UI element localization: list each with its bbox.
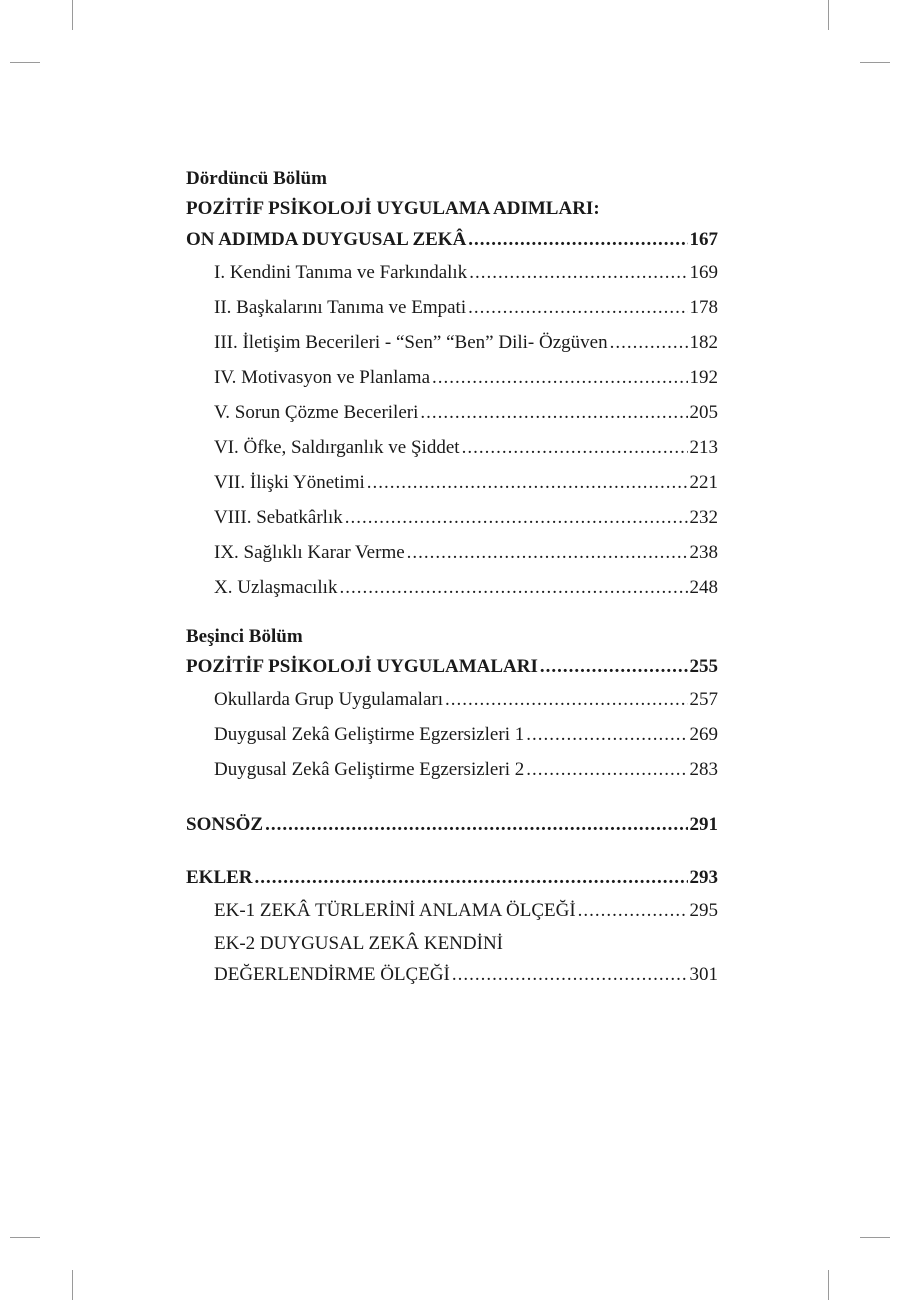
dot-leader: [462, 430, 688, 465]
toc-entry[interactable]: [186, 570, 718, 605]
toc-entry[interactable]: [186, 255, 718, 290]
toc-page-number: 178: [689, 297, 718, 318]
chapter-title: POZİTİF PSİKOLOJİ UYGULAMA ADIMLARI:: [186, 198, 600, 219]
toc-entry[interactable]: [186, 465, 718, 500]
toc-entry-text: V. Sorun Çözme Becerileri: [214, 402, 419, 423]
toc-page-number: 213: [689, 437, 718, 458]
toc-entry-text: Duygusal Zekâ Geliştirme Egzersizleri 2: [214, 759, 525, 780]
dot-leader: [526, 752, 687, 787]
toc-entry-text: SONSÖZ: [186, 814, 264, 835]
toc-entry[interactable]: [186, 752, 718, 787]
dot-leader: [452, 959, 688, 990]
toc-entry-chapter[interactable]: [186, 224, 718, 255]
toc-entry[interactable]: [186, 500, 718, 535]
chapter-label: Dördüncü Bölüm: [186, 168, 327, 189]
toc-entry-text: II. Başkalarını Tanıma ve Empati: [214, 297, 467, 318]
toc-entry-text: EKLER: [186, 867, 253, 888]
toc-page-number: 192: [689, 367, 718, 388]
toc-page-number: 269: [689, 724, 718, 745]
dot-leader: [255, 862, 688, 893]
toc-entry-text: DEĞERLENDİRME ÖLÇEĞİ: [214, 964, 450, 985]
crop-mark: [860, 62, 890, 63]
toc-entry-text: VII. İlişki Yönetimi: [214, 472, 365, 493]
toc-entry-text: EK-1 ZEKÂ TÜRLERİNİ ANLAMA ÖLÇEĞİ: [214, 900, 576, 921]
toc-entry[interactable]: [186, 395, 718, 430]
dot-leader: [265, 809, 687, 840]
dot-leader: [610, 325, 688, 360]
chapter-label: Beşinci Bölüm: [186, 626, 303, 647]
toc-page-number: 182: [689, 332, 718, 353]
toc-page-number: 257: [689, 689, 718, 710]
toc-entry-text: Okullarda Grup Uygulamaları: [214, 689, 443, 710]
toc-page-number: 301: [689, 964, 718, 985]
crop-mark: [828, 1270, 829, 1300]
toc-entry-text: X. Uzlaşmacılık: [214, 577, 338, 598]
toc-page-number: 205: [689, 402, 718, 423]
toc-entry-chapter[interactable]: [186, 651, 718, 682]
toc-entry-text: VIII. Sebatkârlık: [214, 507, 343, 528]
dot-leader: [339, 570, 687, 605]
toc-entry-text: POZİTİF PSİKOLOJİ UYGULAMALARI: [186, 656, 538, 677]
dot-leader: [469, 255, 687, 290]
toc-page-number: 248: [689, 577, 718, 598]
dot-leader: [432, 360, 687, 395]
toc-page-number: 221: [689, 472, 718, 493]
toc-entry[interactable]: [186, 325, 718, 360]
crop-mark: [10, 62, 40, 63]
table-of-contents: [186, 165, 718, 990]
toc-page-number: 295: [689, 900, 718, 921]
toc-entry[interactable]: [186, 717, 718, 752]
crop-mark: [72, 1270, 73, 1300]
toc-entry[interactable]: [186, 360, 718, 395]
toc-page-number: 283: [689, 759, 718, 780]
toc-entry-appendices[interactable]: [186, 862, 718, 893]
toc-entry-text: III. İletişim Becerileri - “Sen” “Ben” Dili- Özgüven: [214, 332, 608, 353]
toc-page-number: 232: [689, 507, 718, 528]
toc-entry-text: VI. Öfke, Saldırganlık ve Şiddet: [214, 437, 460, 458]
toc-page-number: 167: [689, 229, 718, 250]
toc-entry-text: ON ADIMDA DUYGUSAL ZEKÂ: [186, 229, 467, 250]
dot-leader: [526, 717, 687, 752]
crop-mark: [828, 0, 829, 30]
toc-entry[interactable]: [186, 959, 718, 990]
toc-page-number: 291: [689, 814, 718, 835]
toc-entry-text-line: EK-2 DUYGUSAL ZEKÂ KENDİNİ: [214, 933, 503, 954]
toc-page-number: 169: [689, 262, 718, 283]
dot-leader: [540, 651, 688, 682]
dot-leader: [468, 290, 687, 325]
toc-page-number: 255: [689, 656, 718, 677]
toc-entry[interactable]: [186, 430, 718, 465]
crop-mark: [10, 1237, 40, 1238]
dot-leader: [420, 395, 687, 430]
toc-entry[interactable]: [186, 290, 718, 325]
toc-page-number: 293: [689, 867, 718, 888]
toc-entry-afterword[interactable]: [186, 809, 718, 840]
dot-leader: [578, 893, 688, 928]
crop-mark: [860, 1237, 890, 1238]
dot-leader: [445, 682, 688, 717]
toc-entry-text: IV. Motivasyon ve Planlama: [214, 367, 431, 388]
toc-entry-text: IX. Sağlıklı Karar Verme: [214, 542, 405, 563]
toc-entry-text: I. Kendini Tanıma ve Farkındalık: [214, 262, 468, 283]
toc-entry[interactable]: [186, 682, 718, 717]
toc-page-number: 238: [689, 542, 718, 563]
dot-leader: [345, 500, 688, 535]
toc-entry[interactable]: [186, 535, 718, 570]
toc-entry-text: Duygusal Zekâ Geliştirme Egzersizleri 1: [214, 724, 525, 745]
dot-leader: [468, 224, 687, 255]
dot-leader: [367, 465, 688, 500]
dot-leader: [407, 535, 688, 570]
toc-entry[interactable]: [186, 893, 718, 928]
crop-mark: [72, 0, 73, 30]
